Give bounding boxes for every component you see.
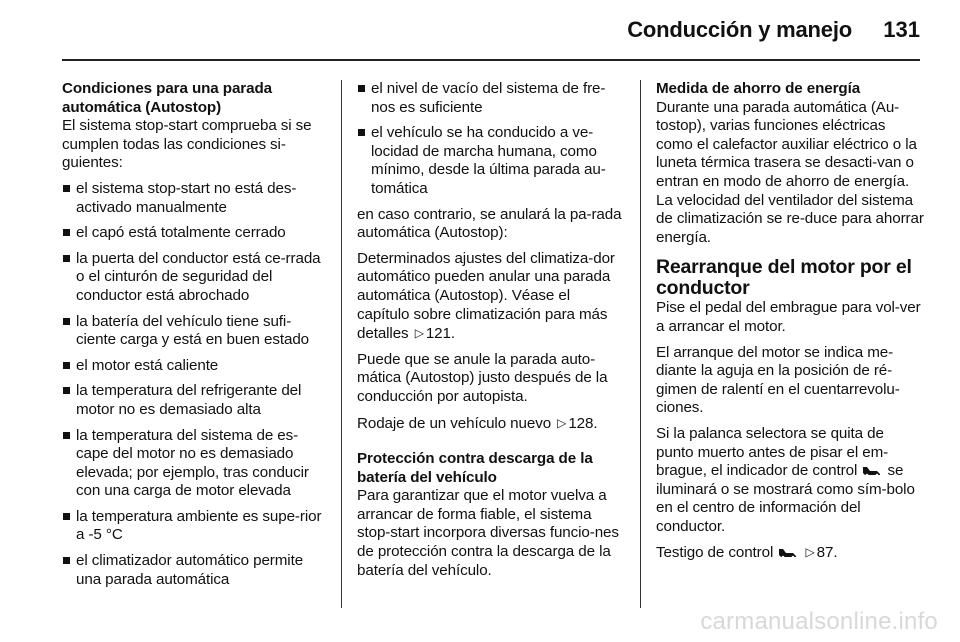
subheading-line: automática (Autostop) [62,98,222,116]
paragraph-text: se iluminará o se mostrará como sím-bolo en el centro de información del conductor. [656,462,915,535]
subheading-battery-protection [357,450,625,487]
paragraph [357,414,625,434]
list-item: el sistema stop-start no está des-activado manualmente [62,180,327,217]
subheading-line: Protección contra descarga de la [357,450,593,468]
column-divider [640,80,641,608]
list-item: la temperatura del refrigerante del motor no es demasiado alta [62,382,327,419]
page-reference[interactable]: 121. [425,325,455,343]
page-reference[interactable]: 87. [816,544,838,562]
column-divider [341,80,342,608]
autostop-car-icon [862,464,882,476]
paragraph: Para garantizar que el motor vuelva a arrancar de forma fiable, el sistema stop-start incorpora diversas funcio-nes de protección contra la descarga de la batería del vehículo. [357,487,619,579]
column-1 [62,80,327,596]
paragraph: El arranque del motor se indica me-diante la aguja en la posición de ré-gimen de ralentí en el cuentarrevolu-ciones. [656,343,900,417]
subheading-line: batería del vehículo [357,468,497,486]
paragraph: en caso contrario, se anulará la pa-rada automática (Autostop): [357,205,622,242]
paragraph: Durante una parada automática (Au-tostop), varias funciones eléctricas como el calefactor auxiliar eléctrico o la luneta térmica trasera se desacti-van o entran en modo de ahorro de energía. La velocidad del ventilador del sistema de climatización se re-duce para ahorrar energía. [656,98,924,246]
paragraph: Pise el pedal del embrague para vol-ver a arrancar el motor. [656,299,921,335]
list-item: la temperatura ambiente es supe-rior a -5 °C [62,508,327,545]
subheading-line: Condiciones para una parada [62,80,272,97]
paragraph-text: Si la palanca selectora se quita de punto muerto antes de pisar el em-brague, el indicador de control [656,424,889,480]
subheading-autostop-conditions [62,80,327,117]
paragraph [656,543,924,563]
paragraph: Puede que se anule la parada auto-mática (Autostop) justo después de la conducción por autopista. [357,350,608,405]
watermark: carmanualsonline.info [700,608,938,635]
section-heading-restart [656,257,924,299]
list-item: el vehículo se ha conducido a ve-locidad de marcha humana, como mínimo, desde la última parada au-tomática [357,124,625,198]
subheading-energy-saving: Medida de ahorro de energía [656,80,861,97]
paragraph-text: Rodaje de un vehículo nuevo [357,414,552,432]
page-reference[interactable]: 128. [568,414,598,432]
conditions-list-continued [357,80,625,199]
list-item: la temperatura del sistema de es-cape del motor no es demasiado elevada; por ejemplo, tras conducir con una carga de motor elevada [62,427,327,501]
list-item: la batería del vehículo tiene sufi-ciente carga y está en buen estado [62,313,327,350]
reference-arrow-icon: ▷ [805,545,815,560]
column-2 [357,80,625,587]
autostop-car-icon [778,546,798,558]
conditions-list [62,180,327,589]
list-item: el nivel de vacío del sistema de fre-nos es suficiente [357,80,625,117]
reference-arrow-icon: ▷ [557,415,567,430]
intro-paragraph: El sistema stop-start comprueba si se cumplen todas las condiciones si-guientes: [62,117,312,172]
heading-line: Rearranque del motor por el [656,256,912,279]
paragraph [357,250,625,344]
page-header [0,0,960,60]
section-title: Conducción y manejo [627,17,852,42]
header-rule [62,59,920,61]
paragraph [656,425,924,537]
paragraph-text: Determinados ajustes del climatiza-dor automático pueden anular una parada automática (Autostop). Véase el capítulo sobre climatización para más detalles [357,249,615,343]
paragraph-text: Testigo de control [656,544,774,562]
heading-line: conductor [656,277,750,300]
page-number: 131 [883,17,920,42]
list-item: la puerta del conductor está ce-rrada o el cinturón de seguridad del conductor está abrochado [62,250,327,306]
column-3 [656,80,924,570]
list-item: el climatizador automático permite una parada automática [62,552,327,589]
list-item: el capó está totalmente cerrado [62,224,327,243]
reference-arrow-icon: ▷ [414,326,424,341]
list-item: el motor está caliente [62,357,327,376]
